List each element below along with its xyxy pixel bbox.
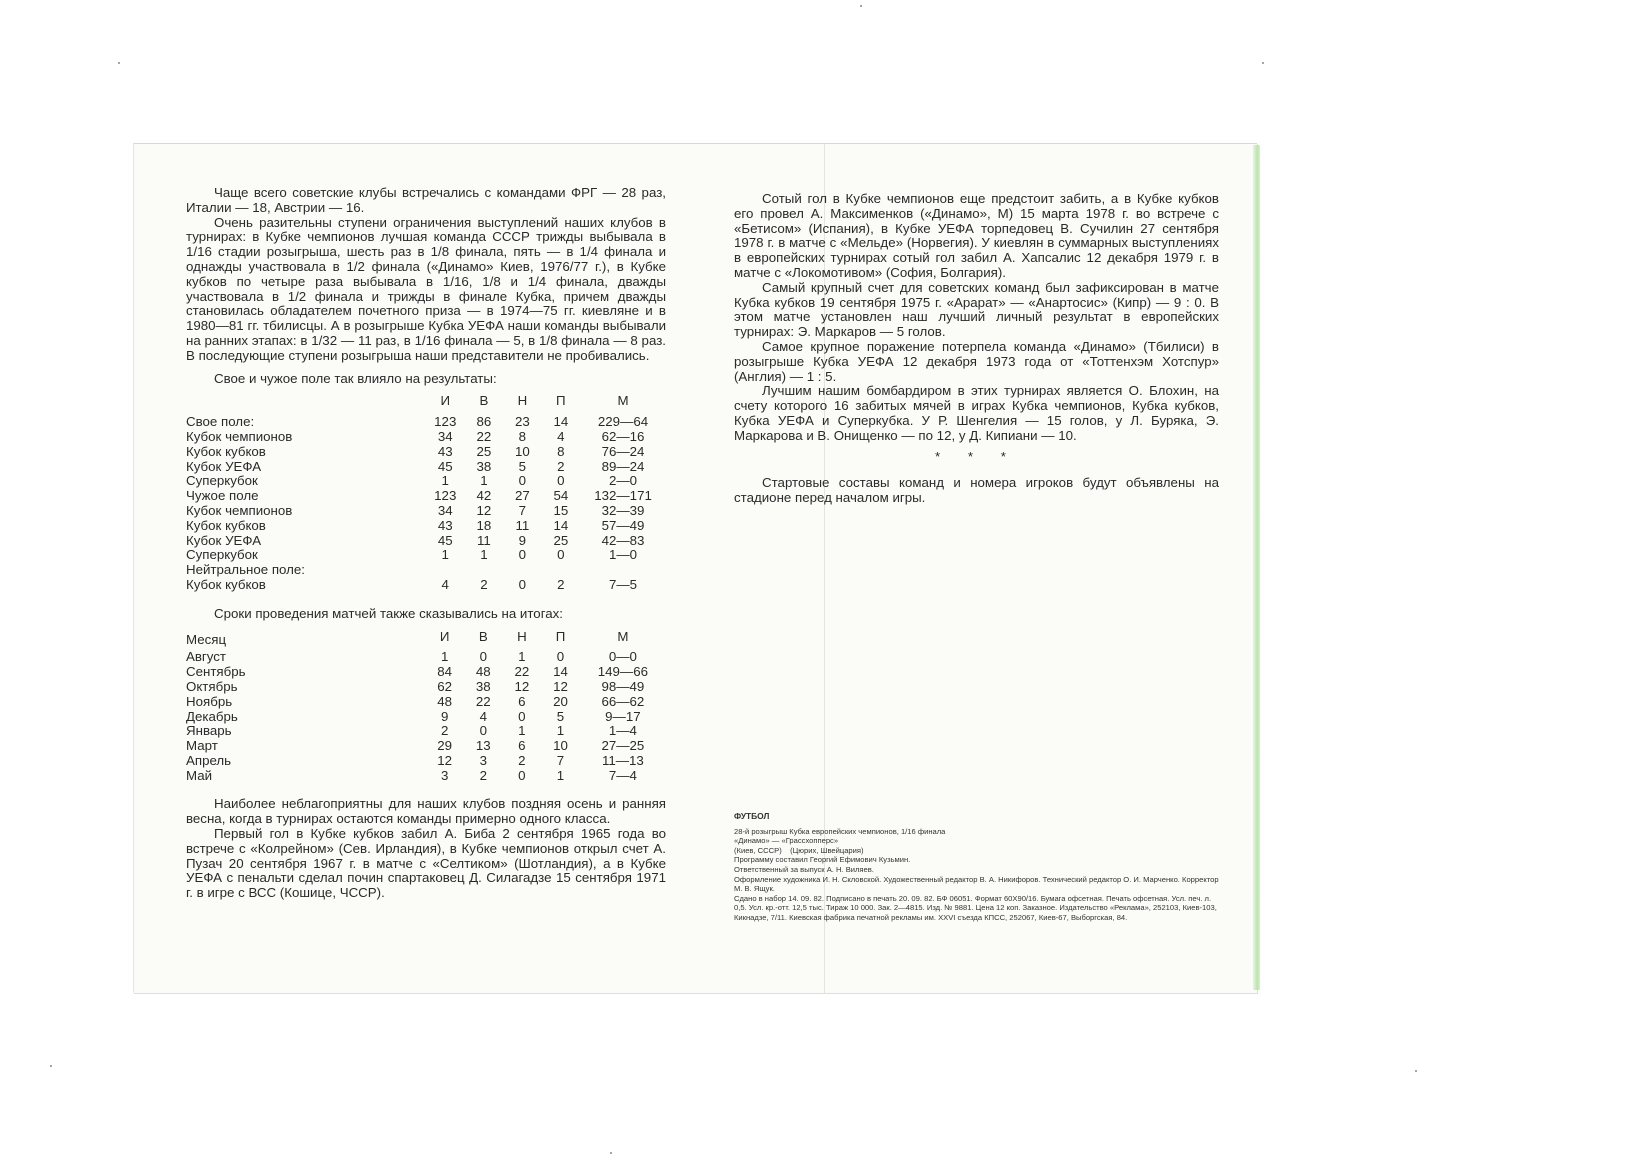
col-header-games: И	[439, 628, 450, 644]
cell-games: 3	[440, 767, 449, 783]
row-label: Август	[186, 649, 227, 665]
table1-intro: Свое и чужое поле так влияло на результаты:	[214, 370, 497, 386]
dust-speck	[860, 5, 862, 7]
cell-draws: 0	[518, 708, 526, 724]
cell-wins: 86	[476, 414, 492, 430]
cell-losses: 14	[553, 517, 569, 533]
cell-goals: 7—4	[608, 767, 637, 783]
paragraph-unfavorable-season: Наиболее неблагоприятны для наших клубов поздняя осень и ранняя весна, когда в турнирах остаются команды примерно одного класса.	[186, 796, 666, 827]
cell-games: 34	[437, 428, 453, 444]
table-row	[186, 650, 666, 665]
cell-goals: 62—16	[601, 428, 645, 444]
table-row	[186, 563, 666, 578]
row-label: Ноябрь	[186, 693, 233, 709]
row-label: Сентябрь	[186, 664, 246, 680]
table-row	[186, 445, 666, 460]
dust-speck	[1415, 1070, 1417, 1072]
cell-draws	[503, 563, 541, 578]
table-row	[186, 430, 666, 445]
row-label: Кубок чемпионов	[186, 502, 293, 518]
table2-intro: Сроки проведения матчей также сказывались на итогах:	[214, 605, 563, 621]
cell-wins: 1	[480, 473, 488, 489]
cell-games: 2	[440, 723, 449, 739]
cell-draws: 22	[514, 664, 530, 680]
table-row	[186, 695, 666, 710]
cell-games: 4	[441, 576, 449, 592]
cell-draws: 11	[515, 517, 530, 533]
table-row	[186, 504, 666, 519]
table-row	[186, 769, 666, 784]
cell-games: 43	[437, 517, 453, 533]
cell-draws: 8	[518, 428, 527, 444]
cell-goals: 27—25	[601, 738, 645, 754]
cell-goals: 9—17	[605, 708, 641, 724]
cell-goals: 57—49	[601, 517, 645, 533]
cell-goals: 1—4	[608, 723, 637, 739]
cell-draws: 1	[518, 649, 526, 665]
cell-goals: 0—0	[608, 649, 637, 665]
row-label: Октябрь	[186, 678, 238, 694]
cell-wins: 25	[476, 443, 492, 459]
paragraph-biggest-loss: Самое крупное поражение потерпела команда «Динамо» (Тбилиси) в розыгрыше Кубка УЕФА 12 декабря 1973 года от «Тоттенхэм Хотспур» (Англия) — 1 : 5.	[734, 338, 1219, 384]
green-cover-edge	[1253, 145, 1260, 990]
table-row	[186, 548, 666, 563]
cell-draws: 2	[518, 752, 526, 768]
table-row	[186, 415, 666, 430]
cell-losses: 54	[553, 488, 569, 504]
cell-goals: 2—0	[608, 473, 638, 489]
row-label: Нейтральное поле:	[186, 562, 305, 578]
table-row	[186, 665, 666, 680]
cell-draws: 0	[518, 767, 526, 783]
cell-losses: 14	[553, 664, 568, 680]
col-header-month: Месяц	[186, 631, 227, 647]
table-row	[186, 474, 666, 489]
dust-speck	[610, 1152, 612, 1154]
cell-wins: 12	[476, 502, 492, 518]
row-label: Апрель	[186, 752, 232, 768]
table-row	[186, 489, 666, 504]
table-header-row	[186, 630, 666, 651]
cell-wins: 11	[477, 532, 491, 548]
row-label: Кубок кубков	[186, 443, 266, 459]
cell-goals	[580, 563, 666, 578]
cell-losses: 2	[557, 576, 565, 592]
cell-goals: 229—64	[597, 414, 649, 430]
table-row	[186, 710, 666, 725]
table-row	[186, 460, 666, 475]
imprint-line: Сдано в набор 14. 09. 82. Подписано в печать 20. 09. 82. БФ 06051. Формат 60Х90/16. Бумага офсетная. Печать офсетная. Усл. печ. л. 0,5. Усл. кр.-отт. 12,5 тыс. Тираж 10 000. Зак. 2—4815. Изд. № 9881. Цена 12 коп. Заказное. Издательство «Реклама», 252103, Киев-103, Кикнадзе, 7/11. Киевская фабрика печатной рекламы им. XXVI съезда КПСС, 252067, Киев-67, Выборгская, 84.	[734, 893, 1217, 922]
table-header-row	[186, 394, 666, 415]
cell-goals: 7—5	[608, 576, 638, 592]
imprint-line: (Киев, СССР) (Цюрих, Швейцария)	[734, 845, 864, 855]
cell-wins: 3	[479, 752, 487, 768]
cell-games: 43	[437, 443, 453, 459]
cell-wins: 1	[480, 547, 488, 563]
row-label: Январь	[186, 723, 232, 739]
cell-losses: 0	[557, 547, 565, 563]
imprint-line: Оформление художника И. Н. Скловской. Художественный редактор В. А. Никифоров. Технический редактор О. И. Марченко. Корректор М. В. Ящук.	[734, 874, 1219, 894]
table-row	[186, 680, 666, 695]
cell-losses: 1	[556, 723, 565, 739]
home-away-table	[186, 394, 666, 592]
paragraph-top-scorer: Лучшим нашим бомбардиром в этих турнирах является О. Блохин, на счету которого 16 забитых мячей в играх Кубка чемпионов, Кубка кубков, Кубка УЕФА и Суперкубка. У Р. Шенгелия — 15 голов, у Л. Буряка, Э. Маркарова и В. Онищенко — по 12, у Д. Кипиани — 10.	[734, 383, 1219, 443]
cell-losses: 15	[553, 502, 569, 518]
cell-games: 45	[437, 458, 453, 474]
cell-games: 1	[440, 649, 449, 665]
row-label: Кубок кубков	[186, 517, 266, 533]
cell-wins	[465, 563, 503, 578]
cell-wins: 42	[476, 488, 492, 504]
col-header-wins: В	[479, 393, 489, 409]
row-label: Суперкубок	[186, 473, 258, 489]
cell-draws: 23	[514, 414, 530, 430]
dust-speck	[50, 1065, 52, 1067]
cell-losses: 2	[557, 458, 565, 474]
months-table	[186, 630, 666, 784]
dust-speck	[1262, 62, 1264, 64]
row-label: Суперкубок	[186, 547, 258, 563]
paragraph-opponents: Чаще всего советские клубы встречались с командами ФРГ — 28 раз, Италии — 18, Австрии — 16.	[186, 185, 666, 215]
cell-wins: 38	[476, 458, 492, 474]
cell-wins: 48	[475, 664, 491, 680]
cell-games: 84	[437, 664, 453, 680]
cell-draws: 12	[514, 678, 530, 694]
cell-wins: 22	[475, 693, 491, 709]
row-label: Кубок чемпионов	[186, 428, 293, 444]
row-label: Кубок кубков	[186, 576, 266, 592]
cell-goals: 42—83	[601, 532, 645, 548]
cell-wins: 22	[476, 428, 492, 444]
paragraph-first-goals: Первый гол в Кубке кубков забил А. Биба 2 сентября 1965 года во встрече с «Колрейном» (Сев. Ирландия), в Кубке чемпионов открыл счет А. Пузач 20 сентября 1967 г. в матче с «Селтиком» (Шотландия), а в Кубке УЕФА с пенальти сделал почин спартаковец Д. Силагадзе 15 сентября 1971 г. в игре с ВСС (Кошице, ЧССР).	[186, 826, 666, 901]
cell-games: 123	[434, 488, 457, 504]
cell-wins: 13	[475, 738, 491, 754]
paragraph-lineups: Стартовые составы команд и номера игроков будут объявлены на стадионе перед началом игры.	[734, 475, 1219, 506]
cell-wins: 18	[476, 517, 492, 533]
cell-draws: 6	[518, 693, 526, 709]
cell-goals: 11—13	[601, 752, 644, 768]
cell-draws: 1	[518, 723, 526, 739]
cell-draws: 10	[514, 443, 530, 459]
table-row	[186, 519, 666, 534]
cell-wins: 2	[480, 576, 488, 592]
publication-imprint	[734, 812, 1221, 923]
cell-games: 12	[437, 752, 453, 768]
row-label: Кубок УЕФА	[186, 458, 262, 474]
imprint-title: ФУТБОЛ	[734, 811, 770, 821]
imprint-line: Программу составил Георгий Ефимович Кузьмин.	[734, 855, 911, 865]
cell-games: 1	[441, 547, 449, 563]
cell-losses: 20	[553, 693, 568, 709]
cell-goals: 98—49	[601, 678, 645, 694]
cell-losses: 5	[556, 708, 565, 724]
cell-losses: 0	[556, 649, 565, 665]
cell-losses	[542, 563, 580, 578]
left-page	[186, 186, 666, 901]
cell-goals: 32—39	[601, 502, 645, 518]
imprint-line: «Динамо» — «Грассхопперс»	[734, 836, 839, 846]
cell-wins: 38	[475, 678, 491, 694]
row-label: Кубок УЕФА	[186, 532, 262, 548]
cell-draws: 6	[518, 738, 526, 754]
cell-goals: 132—171	[594, 488, 652, 504]
cell-games: 9	[440, 708, 449, 724]
col-header-losses: П	[556, 393, 566, 409]
row-label: Свое поле:	[186, 414, 255, 430]
cell-losses: 12	[553, 678, 568, 694]
imprint-line: Ответственный за выпуск А. Н. Виляев.	[734, 864, 874, 874]
cell-games: 45	[437, 532, 453, 548]
cell-draws: 0	[518, 473, 527, 489]
cell-games: 34	[437, 502, 453, 518]
cell-losses: 14	[553, 414, 569, 430]
cell-draws: 5	[518, 458, 527, 474]
cell-goals: 1—0	[608, 547, 638, 563]
table-row	[186, 739, 666, 754]
dust-speck	[118, 62, 120, 64]
cell-losses: 25	[553, 532, 569, 548]
table-row	[186, 724, 666, 739]
cell-games: 1	[441, 473, 449, 489]
cell-goals: 76—24	[601, 443, 645, 459]
cell-wins: 0	[479, 723, 487, 739]
cell-losses: 10	[553, 738, 568, 754]
cell-games: 123	[434, 414, 457, 430]
col-header-games: И	[440, 393, 451, 409]
cell-wins: 0	[479, 649, 487, 665]
col-header-draws: Н	[517, 628, 527, 644]
cell-losses: 4	[557, 428, 565, 444]
cell-losses: 7	[556, 752, 565, 768]
paragraph-biggest-win: Самый крупный счет для советских команд был зафиксирован в матче Кубка кубков 19 сентября 1975 г. «Арарат» — «Анартосис» (Кипр) — 9 : 0. В этом матче установлен наш лучший личный результат в европейских турнирах: Э. Маркаров — 5 голов.	[734, 279, 1219, 340]
cell-goals: 89—24	[601, 458, 645, 474]
cell-draws: 27	[514, 488, 530, 504]
cell-losses: 8	[557, 443, 565, 459]
table-row	[186, 578, 666, 593]
row-label: Май	[186, 767, 213, 783]
imprint-line: 28-й розыгрыш Кубка европейских чемпионов, 1/16 финала	[734, 826, 946, 836]
paragraph-hundredth-goal: Сотый гол в Кубке чемпионов еще предстоит забить, а в Кубке кубков его провел А. Максименков («Динамо», М) 15 марта 1978 г. во встрече с «Бетисом» (Испания), в Кубке УЕФА торпедовец В. Сучилин 27 сентября 1978 г. в матче с «Мельде» (Норвегия). У киевлян в суммарных выступлениях в европейских турнирах сотый гол забил А. Хапсалис 12 декабря 1979 г. в матче с «Локомотивом» (София, Болгария).	[734, 191, 1219, 280]
col-header-wins: В	[478, 628, 488, 644]
table-row	[186, 754, 666, 769]
cell-losses: 1	[556, 767, 565, 783]
cell-draws: 9	[518, 532, 527, 548]
cell-wins: 4	[479, 708, 487, 724]
cell-draws: 0	[518, 576, 527, 592]
cell-goals: 66—62	[601, 693, 645, 709]
col-header-losses: П	[555, 628, 566, 644]
cell-goals: 149—66	[597, 664, 649, 680]
right-page	[734, 192, 1219, 506]
row-label: Март	[186, 738, 218, 754]
row-label: Чужое поле	[186, 488, 259, 504]
col-header-goals: М	[617, 628, 629, 644]
table-row	[186, 534, 666, 549]
cell-games: 48	[437, 693, 453, 709]
col-header-goals: М	[617, 393, 629, 409]
row-label: Декабрь	[186, 708, 238, 724]
cell-draws: 7	[518, 502, 527, 518]
cell-games	[426, 563, 465, 578]
cell-games: 62	[437, 678, 453, 694]
cell-draws: 0	[518, 547, 527, 563]
cell-games: 29	[437, 738, 453, 754]
paragraph-stages: Очень разительны ступени ограничения выступлений наших клубов в турнирах: в Кубке чемпионов лучшая команда СССР трижды выбывала в 1/16 стадии розыгрыша, шесть раз в 1/8 финала, пять — в 1/4 финала и однажды участвовала в 1/2 финала («Динамо» Киев, 1976/77 г.), в Кубке кубков по четыре раза выбывала в 1/16, 1/8 и 1/4 финала, дважды участвовала в 1/2 финала и трижды в финале Кубка, причем дважды становилась обладателем почетного приза — в 1974—75 гг. киевляне и в 1980—81 гг. тбилисцы. А в розыгрыше Кубка УЕФА наши команды выбывали на ранних этапах: в 1/32 — 11 раз, в 1/16 финала — 5, в 1/8 финала — 8 раз. В последующие ступени розыгрыша наши представители не пробивались.	[186, 214, 666, 363]
cell-losses: 0	[557, 473, 565, 489]
section-divider-stars: * * *	[935, 448, 1018, 464]
cell-wins: 2	[479, 767, 487, 783]
col-header-draws: Н	[517, 393, 528, 409]
